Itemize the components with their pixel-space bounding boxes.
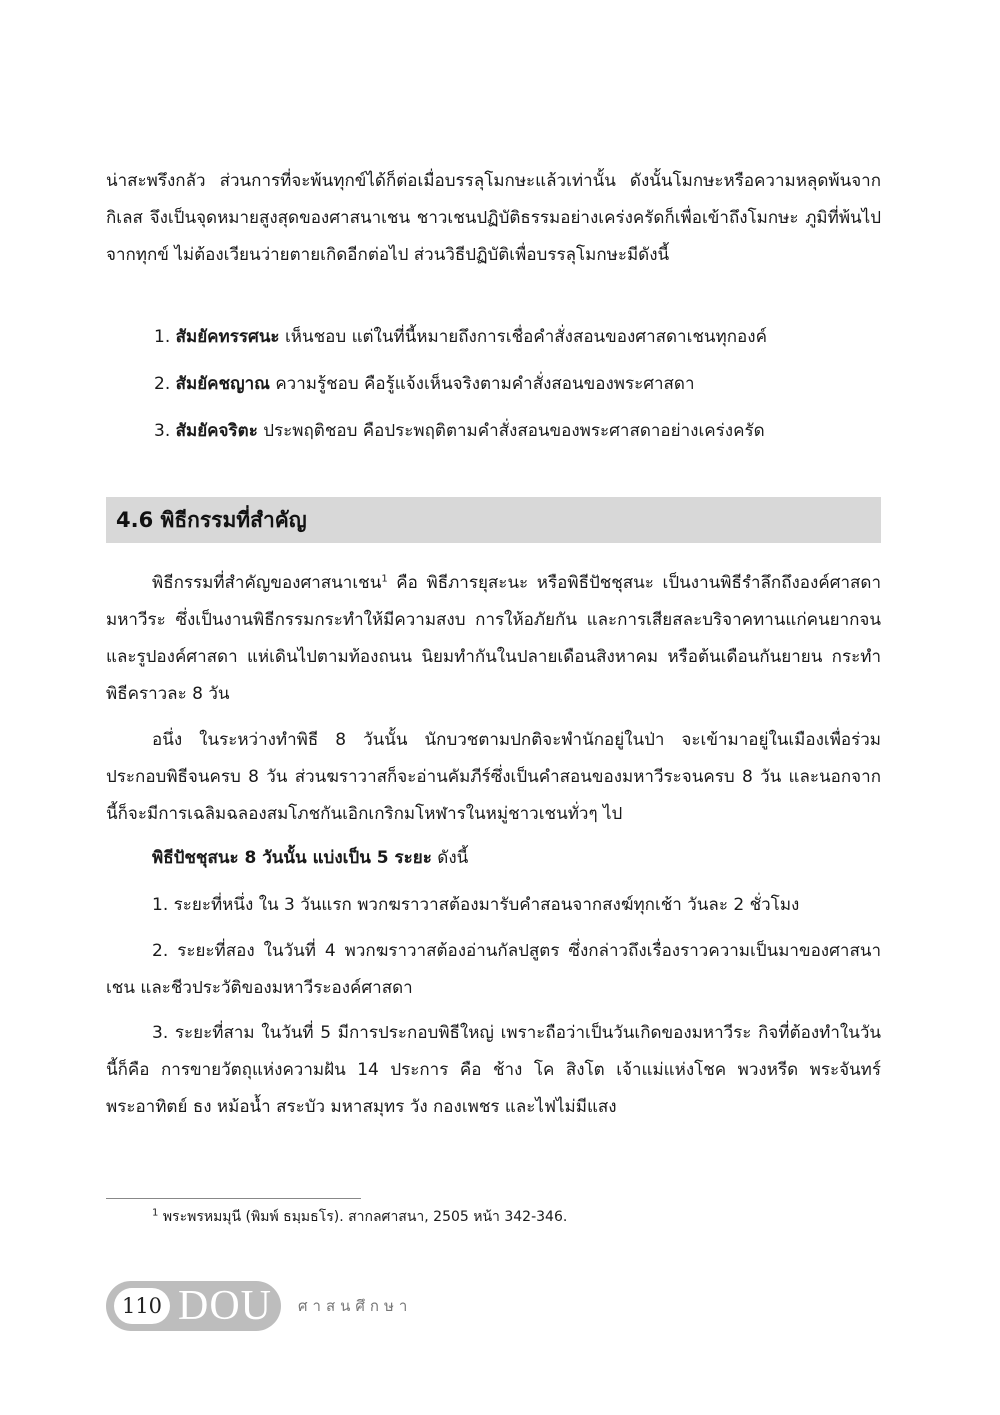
list-number: 3. xyxy=(154,421,171,441)
footnote-reference[interactable]: 1 xyxy=(381,573,388,585)
course-title: ศาสนศึกษา xyxy=(298,1297,413,1315)
list-description: ความรู้ชอบ คือรู้แจ้งเห็นจริงตามคำสั่งสอนของพระศาสดา xyxy=(275,374,695,394)
footnote xyxy=(152,1206,567,1228)
list-description: เห็นชอบ แต่ในที่นี้หมายถึงการเชื่อคำสั่งสอนของศาสดาเชนทุกองค์ xyxy=(284,327,767,347)
list-term: สัมยัคทรรศนะ xyxy=(175,327,280,347)
phase-item-1: 1. ระยะที่หนึ่ง ใน 3 วันแรก พวกฆราวาสต้องมารับคำสอนจากสงฆ์ทุกเช้า วันละ 2 ชั่วโมง xyxy=(152,895,800,915)
list-item xyxy=(154,369,894,399)
section-paragraph-2: อนึ่ง ในระหว่างทำพิธี 8 วันนั้น นักบวชตามปกติจะพำนักอยู่ในป่า จะเข้ามาอยู่ในเมืองเพื่อร่วมประกอบพิธีจนครบ 8 วัน ส่วนฆราวาสก็จะอ่านคัมภีร์ซึ่งเป็นคำสอนของมหาวีระจนครบ 8 วัน และนอกจากนี้ก็จะมีการเฉลิมฉลองสมโภชกันเอิกเกริกมโหฬารในหมู่ชาวเชนทั่วๆ ไป xyxy=(106,730,881,824)
list-description: ประพฤติชอบ คือประพฤติตามคำสั่งสอนของพระศาสดาอย่างเคร่งครัด xyxy=(263,421,765,441)
section-heading-bar xyxy=(106,497,881,543)
list-number: 1. xyxy=(154,327,171,347)
list-number: 2. xyxy=(154,374,171,394)
paragraph-text: คือ พิธีภารยุสะนะ หรือพิธีปัชชุสนะ เป็นงานพิธีรำลึกถึงองค์ศาสดามหาวีระ ซึ่งเป็นงานพิธีกรรมกระทำให้มีความสงบ การให้อภัยกัน และการเสียสละบริจาคทานแก่คนยากจน และรูปองค์ศาสดา แห่เดินไปตามท้องถนน นิยมทำกันในปลายเดือนสิงหาคม หรือต้นเดือนกันยายน กระทำพิธีคราวละ 8 วัน xyxy=(106,573,881,704)
paragraph-text: พิธีกรรมที่สำคัญของศาสนาเชน xyxy=(152,573,382,593)
intro-paragraph: น่าสะพรึงกลัว ส่วนการที่จะพ้นทุกข์ได้ก็ต่อเมื่อบรรลุโมกษะแล้วเท่านั้น ดังนั้นโมกษะหรือความหลุดพ้นจากกิเลส จึงเป็นจุดหมายสูงสุดของศาสนาเชน ชาวเชนปฏิบัติธรรมอย่างเคร่งครัดก็เพื่อเข้าถึงโมกษะ ภูมิที่พ้นไปจากทุกข์ ไม่ต้องเวียนว่ายตายเกิดอีกต่อไป ส่วนวิธีปฏิบัติเพื่อบรรลุโมกษะมีดังนี้ xyxy=(106,171,881,265)
phases-heading-rest: ดังนี้ xyxy=(431,848,469,868)
list-item xyxy=(154,416,894,446)
section-paragraph-1 xyxy=(106,565,881,713)
phases-heading xyxy=(106,840,881,877)
list-term: สัมยัคจริตะ xyxy=(175,421,258,441)
phase-item-3: 3. ระยะที่สาม ในวันที่ 5 มีการประกอบพิธีใหญ่ เพราะถือว่าเป็นวันเกิดของมหาวีระ กิจที่ต้องทำในวันนี้ก็คือ การขายวัตถุแห่งความฝัน 14 ประการ คือ ช้าง โค สิงโต เจ้าแม่แห่งโชค พวงหรีด พระจันทร์ พระอาทิตย์ ธง หม้อน้ำ สระบัว มหาสมุทร วัง กองเพชร และไฟไม่มีแสง xyxy=(106,1023,881,1117)
list-term: สัมยัคชญาณ xyxy=(175,374,270,394)
list-item xyxy=(154,322,894,352)
footnote-mark: 1 xyxy=(152,1207,159,1219)
footnote-text: พระพรหมมุนี (พิมพ์ ธมฺมธโร). สากลศาสนา, 2505 หน้า 342-346. xyxy=(158,1209,568,1225)
page-number: 110 xyxy=(114,1288,170,1324)
phase-item-2: 2. ระยะที่สอง ในวันที่ 4 พวกฆราวาสต้องอ่านกัลปสูตร ซึ่งกล่าวถึงเรื่องราวความเป็นมาของศาสนาเชน และชีวประวัติของมหาวีระองค์ศาสดา xyxy=(106,941,881,998)
footnote-divider xyxy=(106,1198,361,1199)
section-title: 4.6 พิธีกรรมที่สำคัญ xyxy=(116,508,307,532)
phases-heading-bold: พิธีปัชชุสนะ 8 วันนั้น แบ่งเป็น 5 ระยะ xyxy=(152,848,432,868)
footer-badge xyxy=(106,1281,281,1331)
dou-logo: DOU xyxy=(178,1283,272,1329)
